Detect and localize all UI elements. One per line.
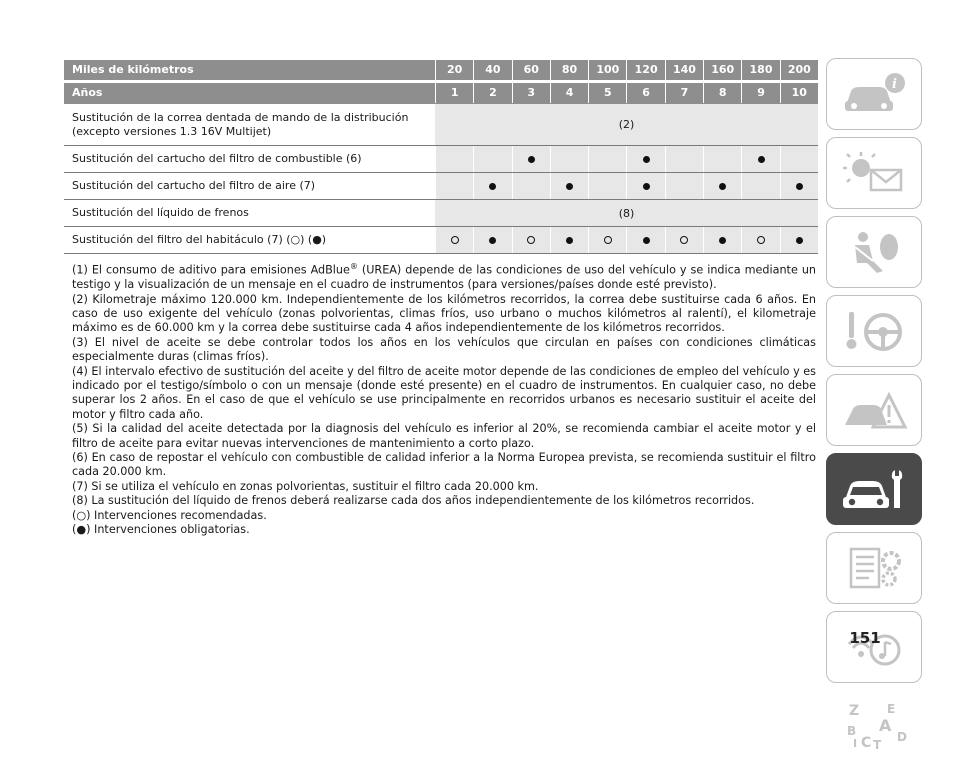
mark-cell [588,173,626,199]
mark-cell [512,227,550,253]
tab-starting-driving[interactable] [826,295,922,367]
footnote-2: (2) Kilometraje máximo 120.000 km. Independientemente de los kilómetros recorridos, la correa debe sustituirse cada 6 años. En caso de uso exigente del vehículo (zonas polvorientas, climas fríos, uso urbano o muchos kilómetros al ralentí), el kilometraje máximo es de 60.000 km y la correa debe sustituirse cada 4 años independientemente de los kilómetros recorridos. [72,292,816,335]
row-marks [435,146,818,172]
mark-cell [473,146,511,172]
mark-cell [588,227,626,253]
mark-cell [550,146,588,172]
km-header-cell: 20 [435,60,473,80]
mark-cell [626,146,664,172]
mandatory-mark [566,183,573,190]
legend-recommended: (○) Intervenciones recomendadas. [72,508,267,522]
year-header-cell: 4 [550,83,588,103]
year-header-cell: 1 [435,83,473,103]
year-header-cell: 2 [473,83,511,103]
index-letter: T [873,738,882,751]
year-header-cell: 7 [665,83,703,103]
row-label: Sustitución del filtro del habitáculo (7) (○) (●) [72,233,327,246]
km-header-cell: 200 [780,60,818,80]
warning-lights-icon [839,148,909,198]
mark-cell [435,227,473,253]
header-km-label: Miles de kilómetros [72,63,194,76]
steering-wheel-icon [839,306,909,356]
mandatory-mark [643,237,650,244]
index-letter: D [897,730,907,744]
footnote-6: (6) En caso de repostar el vehículo con combustible de calidad inferior a la Norma Europea prevista, se recomienda sustituir el filtro cada 20.000 km. [72,451,816,479]
km-header-cell: 80 [550,60,588,80]
mark-cell [665,227,703,253]
mandatory-mark [643,156,650,163]
footnotes [72,260,816,537]
km-header-cell: 180 [741,60,779,80]
header-years-label: Años [72,86,103,99]
index-letter: C [861,735,872,751]
tab-safety[interactable] [826,216,922,288]
recommended-mark [680,236,688,244]
tab-car-info[interactable] [826,58,922,130]
year-header-cell: 5 [588,83,626,103]
mandatory-mark [489,237,496,244]
index-letter: B [847,724,857,738]
span-note: (2) [435,104,818,145]
maintenance-icon [839,464,909,514]
mark-cell [741,173,779,199]
index-letter: Z [849,703,860,719]
mandatory-mark [758,156,765,163]
row-label: Sustitución de la correa dentada de mando de la distribución (excepto versiones 1.3 16V Multijet) [72,110,409,138]
year-header-cell: 8 [703,83,741,103]
tab-emergency[interactable] [826,374,922,446]
mark-cell [626,227,664,253]
mark-cell [550,173,588,199]
index-letter: I [853,737,858,750]
index-letter: E [887,702,896,716]
km-header-cell: 120 [626,60,664,80]
footnote-7: (7) Si se utiliza el vehículo en zonas polvorientas, sustituir el filtro cada 20.000 km. [72,479,539,493]
year-header-cell: 9 [741,83,779,103]
mark-cell [512,173,550,199]
recommended-mark [527,236,535,244]
table-row [64,173,818,200]
mark-cell [435,173,473,199]
car-info-icon [839,69,909,119]
mark-cell [473,173,511,199]
table-row [64,146,818,173]
legend-mandatory: (●) Intervenciones obligatorias. [72,523,250,537]
mandatory-mark [796,183,803,190]
mark-cell [550,227,588,253]
mandatory-mark [643,183,650,190]
header-km-row [64,60,818,80]
footnote-3: (3) El nivel de aceite se debe controlar todos los años en los vehículos que circulan en países con condiciones climáticas especialmente duras (climas fríos). [72,335,816,364]
tab-index[interactable] [826,690,922,762]
row-label: Sustitución del cartucho del filtro de aire (7) [72,179,316,192]
mark-cell [626,173,664,199]
mandatory-mark [528,156,535,163]
row-marks [435,173,818,199]
mark-cell [435,146,473,172]
km-header-cell: 60 [512,60,550,80]
mark-cell [473,227,511,253]
year-header-cell: 6 [626,83,664,103]
footnote-5: (5) Si la calidad del aceite detectada por la diagnosis del vehículo es inferior al 20%, se recomienda cambiar el aceite motor y el filtro de aceite para evitar nuevas intervenciones de mantenimiento a corto plazo. [72,422,816,450]
mark-cell [741,146,779,172]
maintenance-table [64,60,818,254]
km-header-cell: 40 [473,60,511,80]
mandatory-mark [719,183,726,190]
tab-technical-data[interactable] [826,532,922,604]
tab-maintenance[interactable] [826,453,922,525]
recommended-mark [604,236,612,244]
mark-cell [703,146,741,172]
table-row [64,200,818,227]
mandatory-mark [566,237,573,244]
recommended-mark [451,236,459,244]
technical-data-icon [839,543,909,593]
km-header-cell: 140 [665,60,703,80]
row-label: Sustitución del cartucho del filtro de combustible (6) [72,152,362,165]
row-marks [435,227,818,253]
row-label: Sustitución del líquido de frenos [72,206,249,219]
emergency-icon [839,385,909,435]
tab-multimedia[interactable] [826,611,922,683]
mark-cell [703,173,741,199]
span-note: (8) [435,200,818,226]
chapter-sidebar [826,58,922,769]
tab-warning-lights[interactable] [826,137,922,209]
svg-text:i: i [892,77,897,92]
mandatory-mark [796,237,803,244]
recommended-mark [757,236,765,244]
mark-cell [741,227,779,253]
mark-cell [780,173,818,199]
page-number: 151 [849,629,881,647]
year-header-cell: 3 [512,83,550,103]
mark-cell [665,173,703,199]
footnote-8: (8) La sustitución del líquido de frenos deberá realizarse cada dos años independientemente de los kilómetros recorridos. [72,494,755,508]
mandatory-mark [719,237,726,244]
mark-cell [665,146,703,172]
mark-cell [780,227,818,253]
registered-mark: ® [349,262,358,271]
mark-cell [588,146,626,172]
mark-cell [780,146,818,172]
mark-cell [703,227,741,253]
safety-airbag-icon [839,227,909,277]
index-icon [839,701,909,751]
mandatory-mark [489,183,496,190]
footnote-1 [72,260,816,293]
km-header-cell: 160 [703,60,741,80]
index-letter: A [879,716,892,735]
km-header-cell: 100 [588,60,626,80]
header-years-row [64,83,818,103]
footnote-1-text-cont: (UREA) depende de las condiciones de uso del vehículo y se indica mediante un testigo y la visualización de un mensaje en el cuadro de instrumentos (para versiones/países donde esté previsto). [72,263,816,292]
mark-cell [512,146,550,172]
table-body [64,103,818,254]
table-row [64,104,818,146]
footnote-4: (4) El intervalo efectivo de sustitución del aceite y del filtro de aceite motor depende de las condiciones de empleo del vehículo y es indicado por el testigo/símbolo o con un mensaje (donde esté presente) en el cuadro de instrumentos. En cualquier caso, no debe superar los 2 años. En el caso de que el vehículo se use principalmente en recorridos urbanos es necesario sustituir el aceite del motor y filtro cada año. [72,364,816,421]
footnote-1-text: (1) El consumo de aditivo para emisiones AdBlue [72,263,350,277]
table-row [64,227,818,254]
year-header-cell: 10 [780,83,818,103]
